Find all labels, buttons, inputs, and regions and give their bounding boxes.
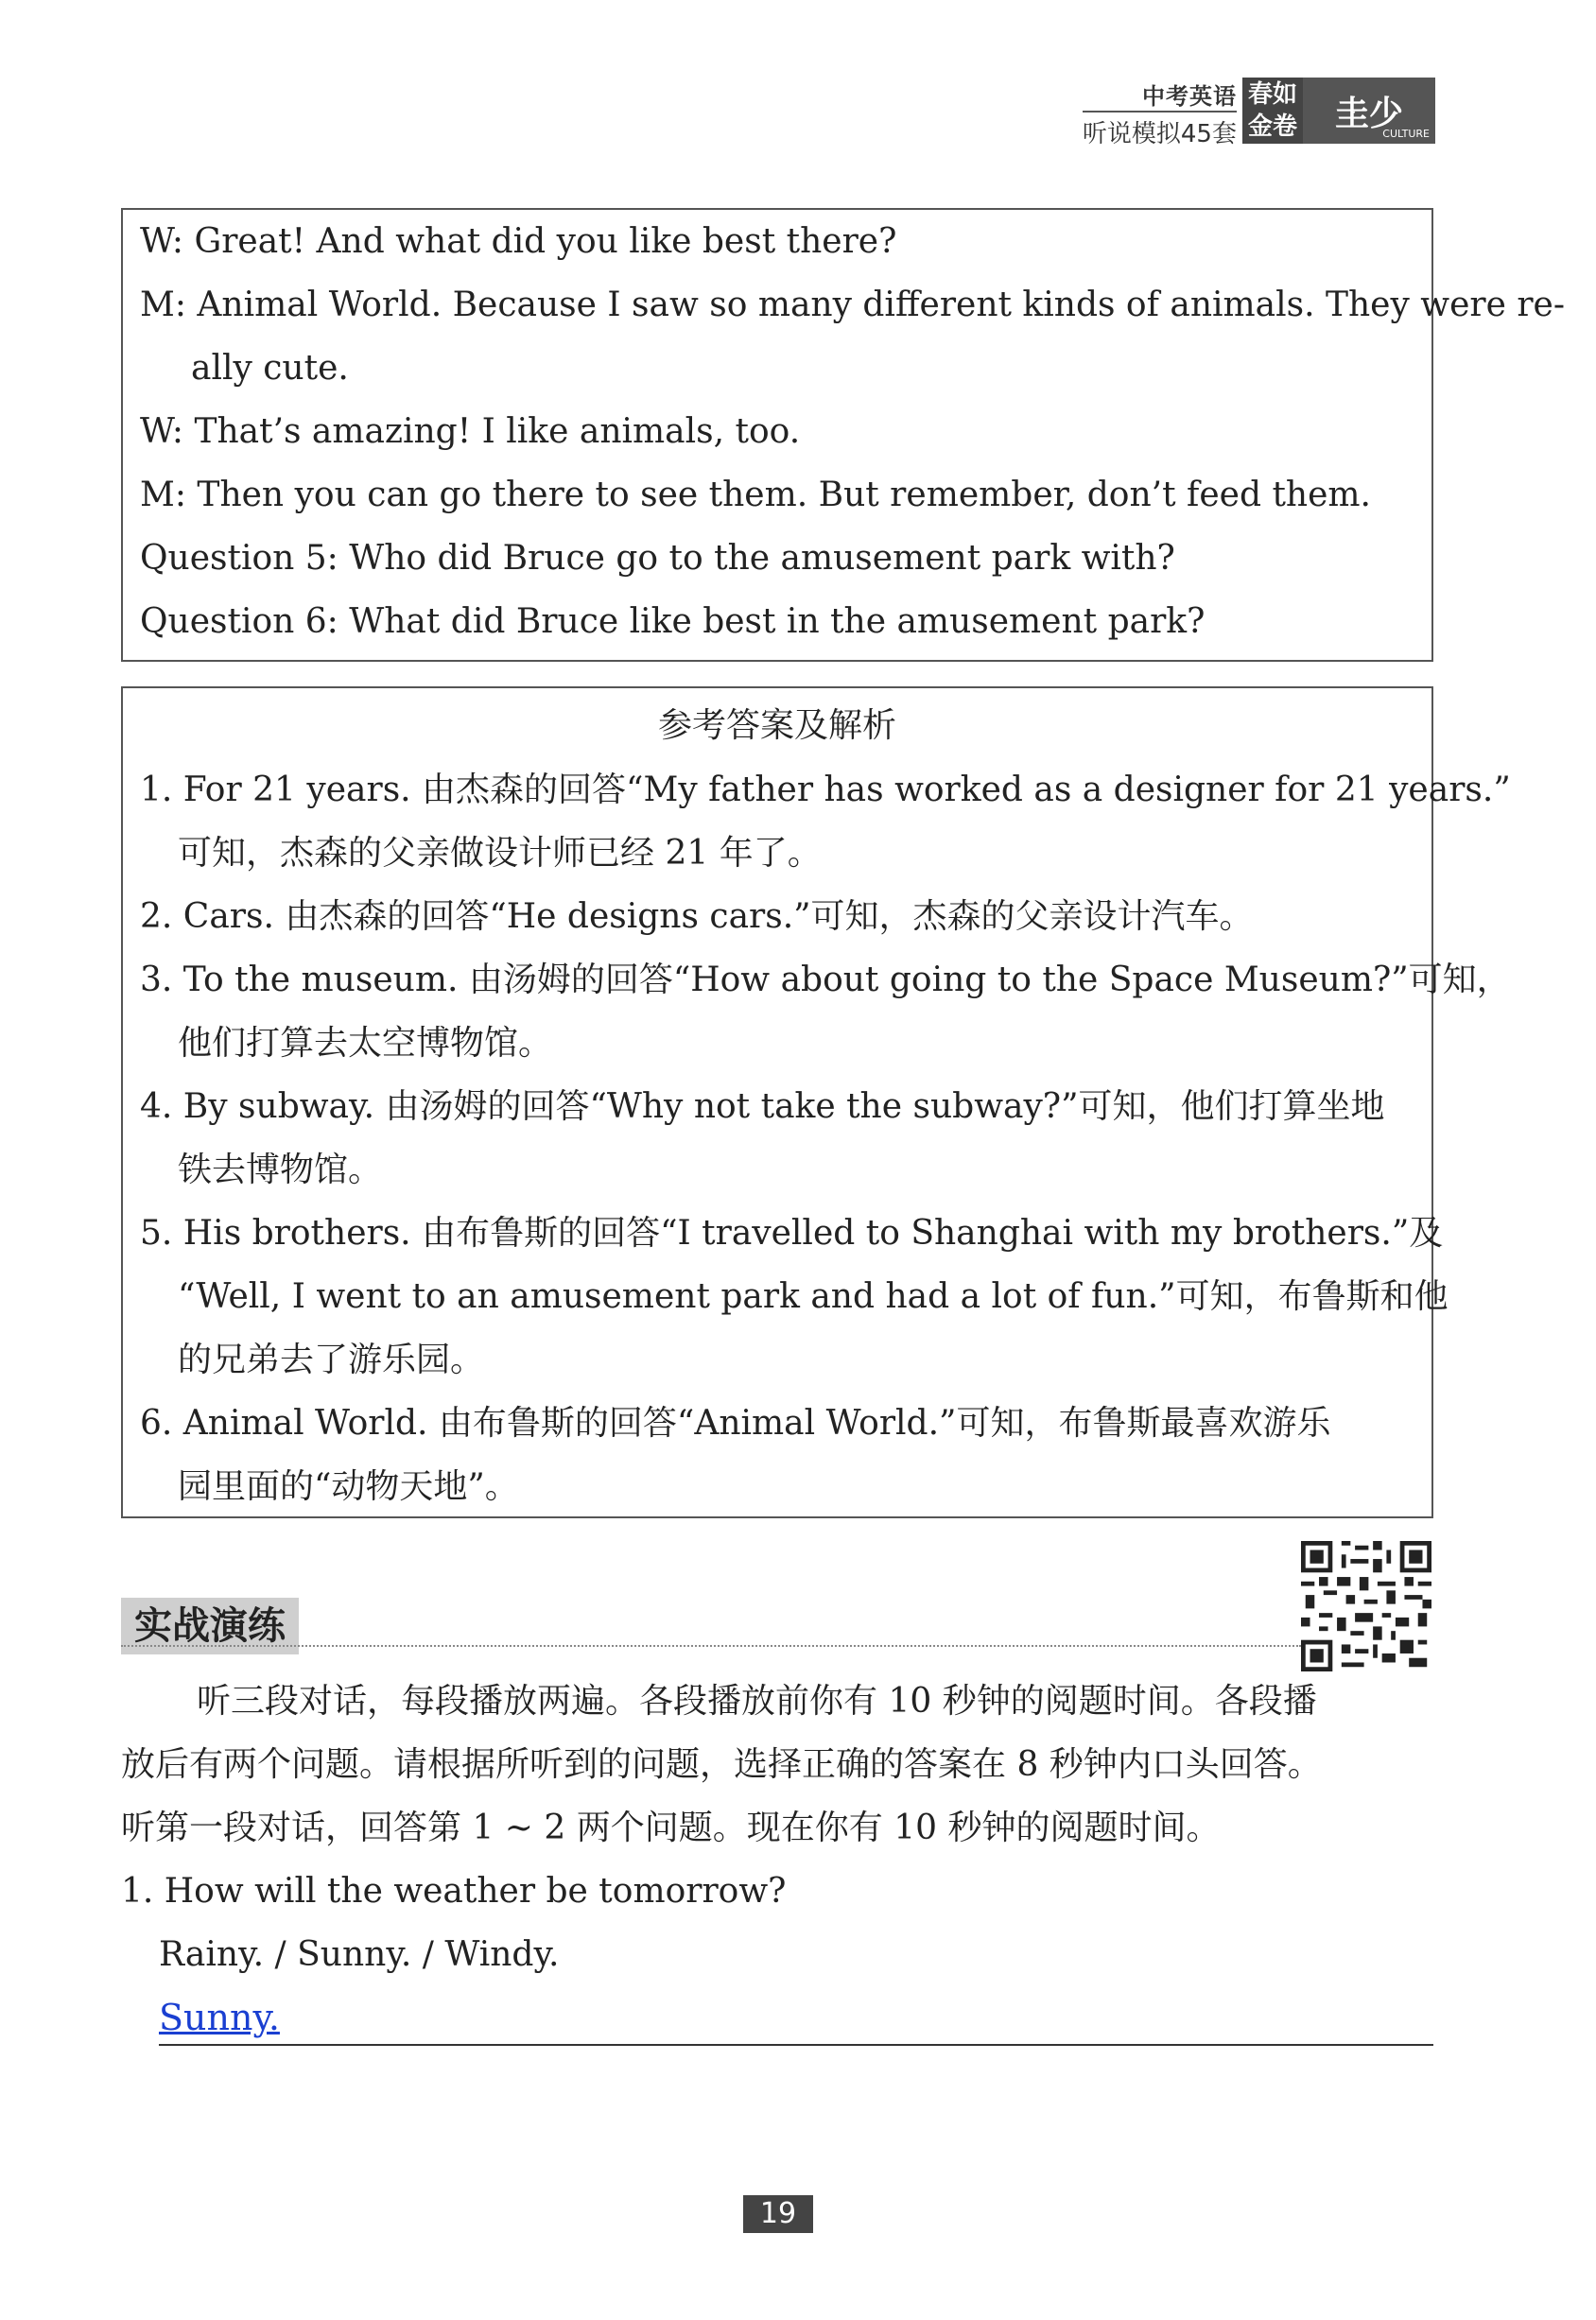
instruction-line: 放后有两个问题。请根据所听到的问题，选择正确的答案在 8 秒钟内口头回答。 (121, 1745, 1322, 1784)
answer-line: 的兄弟去了游乐园。 (178, 1341, 485, 1379)
question-line: Question 6: What did Bruce like best in the amusement park? (140, 602, 1206, 641)
section-title: 实战演练 (121, 1598, 299, 1654)
answer-line: 1. For 21 years. 由杰森的回答“My father has worked as a designer for 21 years.” (140, 770, 1511, 809)
instructions (121, 1670, 1445, 1860)
question-1 (121, 1860, 1445, 1986)
instruction-line: 听第一段对话，回答第 1 ~ 2 两个问题。现在你有 10 秒钟的阅题时间。 (121, 1809, 1221, 1847)
answer-line: 3. To the museum. 由汤姆的回答“How about going to the Space Museum?”可知， (140, 961, 1511, 999)
answer-line: 6. Animal World. 由布鲁斯的回答“Animal World.”可知，布鲁斯最喜欢游乐 (140, 1404, 1331, 1443)
question-text: 1. How will the weather be tomorrow? (121, 1872, 787, 1911)
answer-line: 2. Cars. 由杰森的回答“He designs cars.”可知，杰森的父亲设计汽车。 (140, 897, 1254, 936)
question-line: Question 5: Who did Bruce go to the amusement park with? (140, 539, 1175, 578)
answer-box (121, 686, 1511, 1518)
series-subtitle: 听说模拟45套 (1083, 111, 1237, 149)
brand-box (1242, 78, 1303, 144)
section-divider (121, 1645, 1301, 1647)
brand-box-bottom: 金卷 (1247, 113, 1297, 141)
dialogue-line: ally cute. (191, 349, 349, 388)
question-options: Rainy. / Sunny. / Windy. (159, 1935, 560, 1974)
handwritten-answer: Sunny. (159, 1997, 280, 2038)
instruction-line: 听三段对话，每段播放两遍。各段播放前你有 10 秒钟的阅题时间。各段播 (197, 1682, 1317, 1721)
answer-line: 4. By subway. 由汤姆的回答“Why not take the subway?”可知，他们打算坐地 (140, 1087, 1385, 1126)
publisher-logo (1303, 78, 1435, 144)
header-logo (1082, 78, 1435, 148)
dialogue-box (121, 208, 1566, 662)
answer-line: 5. His brothers. 由布鲁斯的回答“I travelled to Shanghai with my brothers.”及 (140, 1214, 1444, 1253)
dialogue-line: M: Animal World. Because I saw so many different kinds of animals. They were re- (140, 286, 1566, 324)
answer-field[interactable] (159, 1995, 1433, 2046)
answer-line: 可知，杰森的父亲做设计师已经 21 年了。 (178, 834, 822, 873)
dialogue-line: W: Great! And what did you like best there? (140, 222, 897, 261)
answer-line: 他们打算去太空博物馆。 (178, 1024, 553, 1063)
series-title: 中考英语 (1141, 83, 1237, 110)
answer-line: “Well, I went to an amusement park and had a lot of fun.”可知，布鲁斯和他 (178, 1277, 1449, 1316)
answer-line: 铁去博物馆。 (178, 1151, 383, 1189)
answer-line: 园里面的“动物天地”。 (178, 1467, 519, 1506)
qr-code-icon[interactable] (1301, 1541, 1431, 1671)
brand-box-top: 春如 (1247, 80, 1297, 109)
dialogue-line: W: That’s amazing! I like animals, too. (140, 412, 801, 451)
logo-small-text: CULTURE (1382, 128, 1430, 140)
header-text (1082, 78, 1242, 148)
dialogue-line: M: Then you can go there to see them. But remember, don’t feed them. (140, 476, 1371, 514)
logo-text: 圭少 (1334, 94, 1403, 133)
answer-box-title: 参考答案及解析 (657, 706, 896, 745)
page-number: 19 (743, 2195, 813, 2233)
